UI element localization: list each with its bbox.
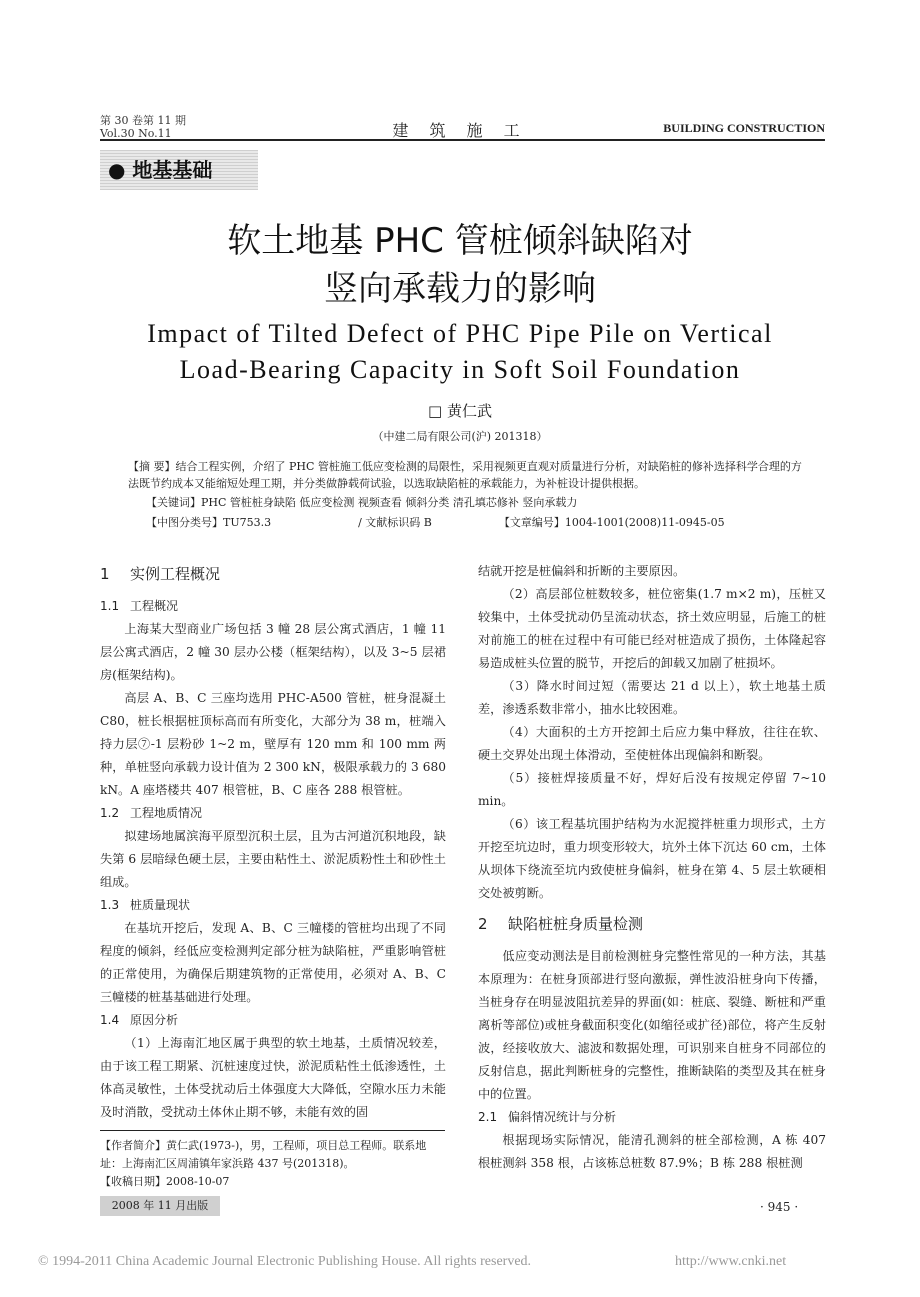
author-info: 【作者简介】黄仁武(1973-)，男，工程师，项目总工程师。联系地址：上海南汇区周浦镇年家浜路 437 号(201318)。 <box>100 1139 427 1170</box>
heading-1-4: 1.4 原因分析 <box>100 1013 179 1027</box>
classification <box>146 514 806 530</box>
author: □ 黄仁武 <box>428 402 492 420</box>
clc-number: 【中图分类号】TU753.3 <box>146 516 272 529</box>
title-cn-line-1: 软土地基 PHC 管桩倾斜缺陷对 <box>227 221 693 261</box>
left-column <box>100 555 446 1124</box>
title-en-line-2: Load-Bearing Capacity in Soft Soil Foundation <box>179 355 741 384</box>
paragraph: 低应变动测法是目前检测桩身完整性常见的一种方法，其基本原理为：在桩身顶部进行竖向激振，弹性波沿桩身向下传播，当桩身存在明显波阻抗差异的界面(如：桩底、裂缝、断桩和严重离析等部位)或桩身截面积变化(如缩径或扩径)部位，将产生反射波，经接收放大、滤波和数据处理，可识别来自桩身不同部位的反射信息，据此判断桩身的完整性，推断缺陷的类型及其在桩身中的位置。 <box>478 949 826 1101</box>
heading-1-1: 1.1 工程概况 <box>100 599 179 613</box>
journal-title-en: BUILDING CONSTRUCTION <box>663 121 825 135</box>
received-date: 【收稿日期】2008-10-07 <box>100 1175 230 1188</box>
paragraph: （3）降水时间过短（需要达 21 d 以上），软土地基土质差，渗透系数非常小，抽水比较困难。 <box>478 679 826 716</box>
paragraph: 在基坑开挖后，发现 A、B、C 三幢楼的管桩均出现了不同程度的倾斜，经低应变检测判定部分桩为缺陷桩，严重影响管桩的正常使用，为确保后期建筑物的正常使用，必须对 A、B、C 三幢楼的桩基基础进行处理。 <box>100 921 446 1004</box>
paragraph: （6）该工程基坑围护结构为水泥搅拌桩重力坝形式，土方开挖至坑边时，重力坝变形较大，坑外土体下沉达 60 cm，土体从坝体下绕流至坑内致使桩身偏斜，桩身在第 4、5 层土软硬相交处被剪断。 <box>478 817 826 900</box>
title-en-line-1: Impact of Tilted Defect of PHC Pipe Pile on Vertical <box>147 319 773 348</box>
keywords: 【关键词】PHC 管桩桩身缺陷 低应变检测 视频查看 倾斜分类 清孔填芯修补 竖向承载力 <box>146 496 578 509</box>
heading-2: 2 缺陷桩桩身质量检测 <box>478 915 644 933</box>
paragraph: 拟建场地属滨海平原型沉积土层，且为古河道沉积地段，缺失第 6 层暗绿色硬土层，主要由粘性土、淤泥质粉性土和砂性土组成。 <box>100 829 446 889</box>
header-rule <box>100 139 825 141</box>
website-link[interactable]: http://www.cnki.net <box>675 1254 787 1269</box>
paragraph: 上海某大型商业广场包括 3 幢 28 层公寓式酒店，1 幢 11 层公寓式酒店，2 幢 30 层办公楼（框架结构），以及 3~5 层裙房(框架结构)。 <box>100 622 446 682</box>
paragraph: 高层 A、B、C 三座均选用 PHC-A500 管桩，桩身混凝土 C80，桩长根据桩顶标高而有所变化，大部分为 38 m，桩端入持力层⑦-1 层粉砂 1~2 m，壁厚有 120 mm 和 100 mm 两种，单桩竖向承载力设计值为 2 300 kN，极限承载力的 3 680 kN。A 座塔楼共 407 根管桩，B、C 座各 288 根管桩。 <box>100 691 446 797</box>
volume-cn: 第 30 卷第 11 期 <box>100 114 186 127</box>
page-number: · 945 · <box>760 1200 799 1214</box>
title-cn-line-2: 竖向承载力的影响 <box>324 269 596 309</box>
paragraph: （1）上海南汇地区属于典型的软土地基，土质情况较差，由于该工程工期紧、沉桩速度过快，淤泥质粘性土低渗透性，土体高灵敏性，土体受扰动后土体强度大大降低，空隙水压力未能及时消散，受扰动土体休止期不够，未能有效的固 <box>100 1036 446 1119</box>
document-code: / 文献标识码 B <box>358 516 432 529</box>
heading-1-3: 1.3 桩质量现状 <box>100 898 191 912</box>
section-tag: ● 地基基础 <box>108 158 213 182</box>
paragraph: （5）接桩焊接质量不好，焊好后没有按规定停留 7~10 min。 <box>478 771 826 808</box>
heading-1-2: 1.2 工程地质情况 <box>100 806 203 820</box>
paragraph: （4）大面积的土方开挖卸土后应力集中释放，往往在软、硬土交界处出现土体滑动，至使桩体出现偏斜和断裂。 <box>478 725 826 762</box>
footnote <box>100 1130 445 1191</box>
paragraph: 结就开挖是桩偏斜和折断的主要原因。 <box>478 564 686 578</box>
paragraph: 根据现场实际情况，能清孔测斜的桩全部检测，A 栋 407 根桩测斜 358 根，占该栋总桩数 87.9%；B 栋 288 根桩测 <box>478 1133 826 1170</box>
abstract: 【摘 要】结合工程实例，介绍了 PHC 管桩施工低应变检测的局限性，采用视频更直观对质量进行分析，对缺陷桩的修补选择科学合理的方法既节约成本又能缩短处理工期，并分类做静载荷试验，以选取缺陷桩的承载能力，为补桩设计提供根据。 <box>128 460 802 490</box>
volume-en: Vol.30 No.11 <box>100 127 172 140</box>
affiliation: （中建二局有限公司(沪) 201318） <box>372 430 548 443</box>
right-column <box>478 560 826 1175</box>
publication-date: 2008 年 11 月出版 <box>100 1196 220 1216</box>
journal-title-cn: 建 筑 施 工 <box>392 121 528 140</box>
heading-1: 1 实例工程概况 <box>100 565 221 583</box>
article-number: 【文章编号】1004-1001(2008)11-0945-05 <box>498 516 725 529</box>
heading-2-1: 2.1 偏斜情况统计与分析 <box>478 1110 617 1124</box>
paragraph: （2）高层部位桩数较多，桩位密集(1.7 m×2 m)，压桩又较集中，土体受扰动仍呈流动状态，挤土效应明显，后施工的桩对前施工的桩在过程中有可能已经对桩造成了损伤，土体隆起容易造成桩头位置的脱节，开挖后的卸载又加剧了桩损坏。 <box>478 587 826 670</box>
copyright-notice: © 1994-2011 China Academic Journal Electronic Publishing House. All rights reserved. <box>38 1254 532 1269</box>
